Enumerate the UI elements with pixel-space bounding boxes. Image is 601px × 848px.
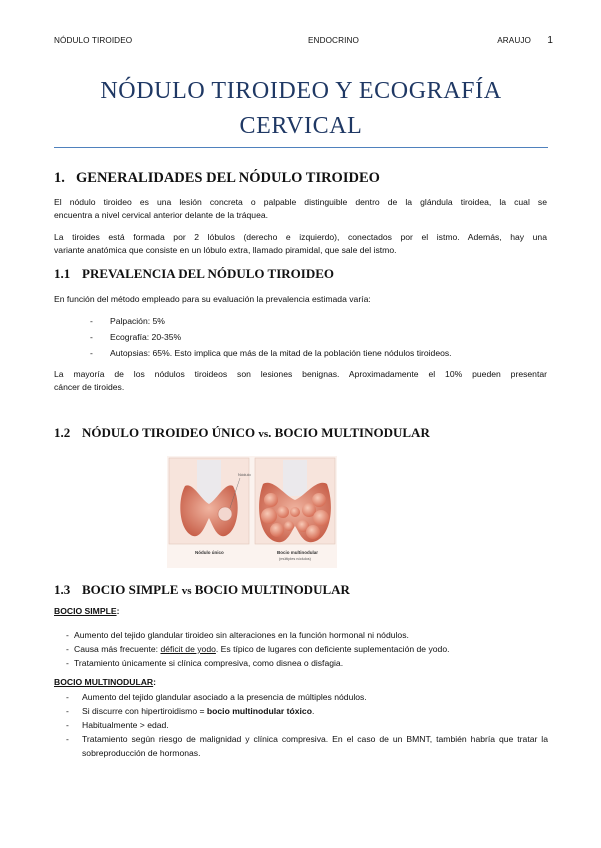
section-title: . BOCIO MULTINODULAR bbox=[268, 425, 430, 440]
section-number: 1.3 bbox=[54, 582, 71, 597]
text-line: El nódulo tiroideo es una lesión concreta o palpable distinguible dentro de la glándula tiroidea, la cual se bbox=[54, 197, 547, 207]
item-text: Si discurre con hipertiroidismo = bbox=[82, 706, 207, 716]
section-title: BOCIO SIMPLE bbox=[82, 582, 182, 597]
page-header bbox=[54, 36, 553, 50]
title-divider bbox=[54, 147, 548, 148]
list-item: - Autopsias: 65%. Esto implica que más de la mitad de la población tiene nódulos tiroideos. bbox=[90, 345, 550, 361]
header-author: ARAUJO bbox=[497, 36, 531, 45]
page-number: 1 bbox=[547, 35, 553, 46]
section-1-heading bbox=[54, 170, 380, 187]
iodine-deficiency-text: déficit de yodo bbox=[160, 644, 216, 654]
list-item: - Habitualmente > edad. bbox=[66, 718, 548, 732]
section-title: PREVALENCIA DEL NÓDULO TIROIDEO bbox=[82, 266, 334, 281]
list-item: - Tratamiento únicamente si clínica compresiva, como disnea o disfagia. bbox=[66, 656, 550, 670]
list-item: - Ecografía: 20-35% bbox=[90, 329, 550, 345]
item-text: . bbox=[311, 706, 315, 716]
versus-label: vs bbox=[181, 585, 192, 597]
thyroid-figure bbox=[167, 456, 337, 568]
thyroid-illustration bbox=[167, 456, 337, 568]
section-1-paragraph-1 bbox=[54, 196, 547, 222]
item-text: Causa más frecuente: bbox=[74, 644, 161, 654]
text-line: La mayoría de los nódulos tiroideos son lesiones benignas. Aproximadamente el 10% pueden presentar bbox=[54, 369, 547, 379]
section-number: 1. bbox=[54, 170, 65, 186]
section-number: 1.2 bbox=[54, 425, 71, 440]
title-line-2: CERVICAL bbox=[239, 113, 363, 139]
section-1-1-heading bbox=[54, 266, 334, 282]
single-nodule-shape bbox=[218, 507, 232, 521]
item-text: . Es típico de lugares con deficiente suplementación de yodo. bbox=[215, 644, 450, 654]
simple-goiter-list bbox=[66, 628, 550, 670]
title-line-1: NÓDULO TIROIDEO Y ECOGRAFÍA bbox=[100, 78, 502, 104]
simple-goiter-label bbox=[54, 606, 119, 616]
versus-label: vs bbox=[258, 428, 269, 440]
prevalence-list bbox=[90, 313, 550, 361]
label-multiple-nodules: (múltiples nódulos) bbox=[279, 557, 311, 561]
section-title: GENERALIDADES DEL NÓDULO TIROIDEO bbox=[76, 170, 380, 186]
section-1-3-heading bbox=[54, 582, 350, 598]
text-line: encuentra a nivel cervical anterior delante de la tráquea. bbox=[54, 210, 269, 220]
label-single-nodule: Nódulo único bbox=[195, 550, 224, 555]
header-topic: NÓDULO TIROIDEO bbox=[54, 36, 133, 45]
multinodular-goiter-list bbox=[66, 690, 548, 760]
list-item: - Aumento del tejido glandular tiroideo sin alteraciones en la función hormonal ni nódulos. bbox=[66, 628, 550, 642]
multinodular-goiter-label bbox=[54, 677, 156, 687]
subhead-text: BOCIO MULTINODULAR bbox=[54, 677, 154, 687]
list-item: - Aumento del tejido glandular asociado a la presencia de múltiples nódulos. bbox=[66, 690, 548, 704]
list-item bbox=[66, 704, 548, 718]
document-title bbox=[54, 74, 548, 144]
toxic-multinodular-goiter-text: bocio multinodular tóxico bbox=[206, 706, 312, 716]
subhead-text: BOCIO SIMPLE bbox=[54, 606, 117, 616]
section-number: 1.1 bbox=[54, 266, 71, 281]
nodule-tag: Nódulo bbox=[238, 472, 251, 477]
section-title: NÓDULO TIROIDEO ÚNICO bbox=[82, 425, 259, 440]
section-1-paragraph-2 bbox=[54, 231, 547, 257]
section-1-1-paragraph bbox=[54, 368, 547, 394]
list-item: - Palpación: 5% bbox=[90, 313, 550, 329]
label-multinodular-goiter: Bocio multinodular bbox=[277, 550, 318, 555]
section-1-2-heading bbox=[54, 425, 430, 441]
trachea-shape bbox=[283, 460, 307, 496]
section-title: BOCIO MULTINODULAR bbox=[191, 582, 350, 597]
list-item: - Tratamiento según riesgo de malignidad y clínica compresiva. En el caso de un BMNT, también habría que tratar la sobreproducción de hormonas. bbox=[66, 732, 548, 760]
list-item bbox=[66, 642, 550, 656]
text-line: La tiroides está formada por 2 lóbulos (derecho e izquierdo), conectados por el istmo. Además, hay una bbox=[54, 232, 547, 242]
header-subject: ENDOCRINO bbox=[308, 36, 359, 45]
text-line: variante anatómica que consiste en un lóbulo extra, llamado piramidal, que sale del istmo. bbox=[54, 245, 397, 255]
subhead-colon: : bbox=[153, 677, 157, 687]
text-line: cáncer de tiroides. bbox=[54, 382, 125, 392]
prevalence-intro: En función del método empleado para su evaluación la prevalencia estimada varía: bbox=[54, 294, 371, 304]
subhead-colon: : bbox=[116, 606, 120, 616]
